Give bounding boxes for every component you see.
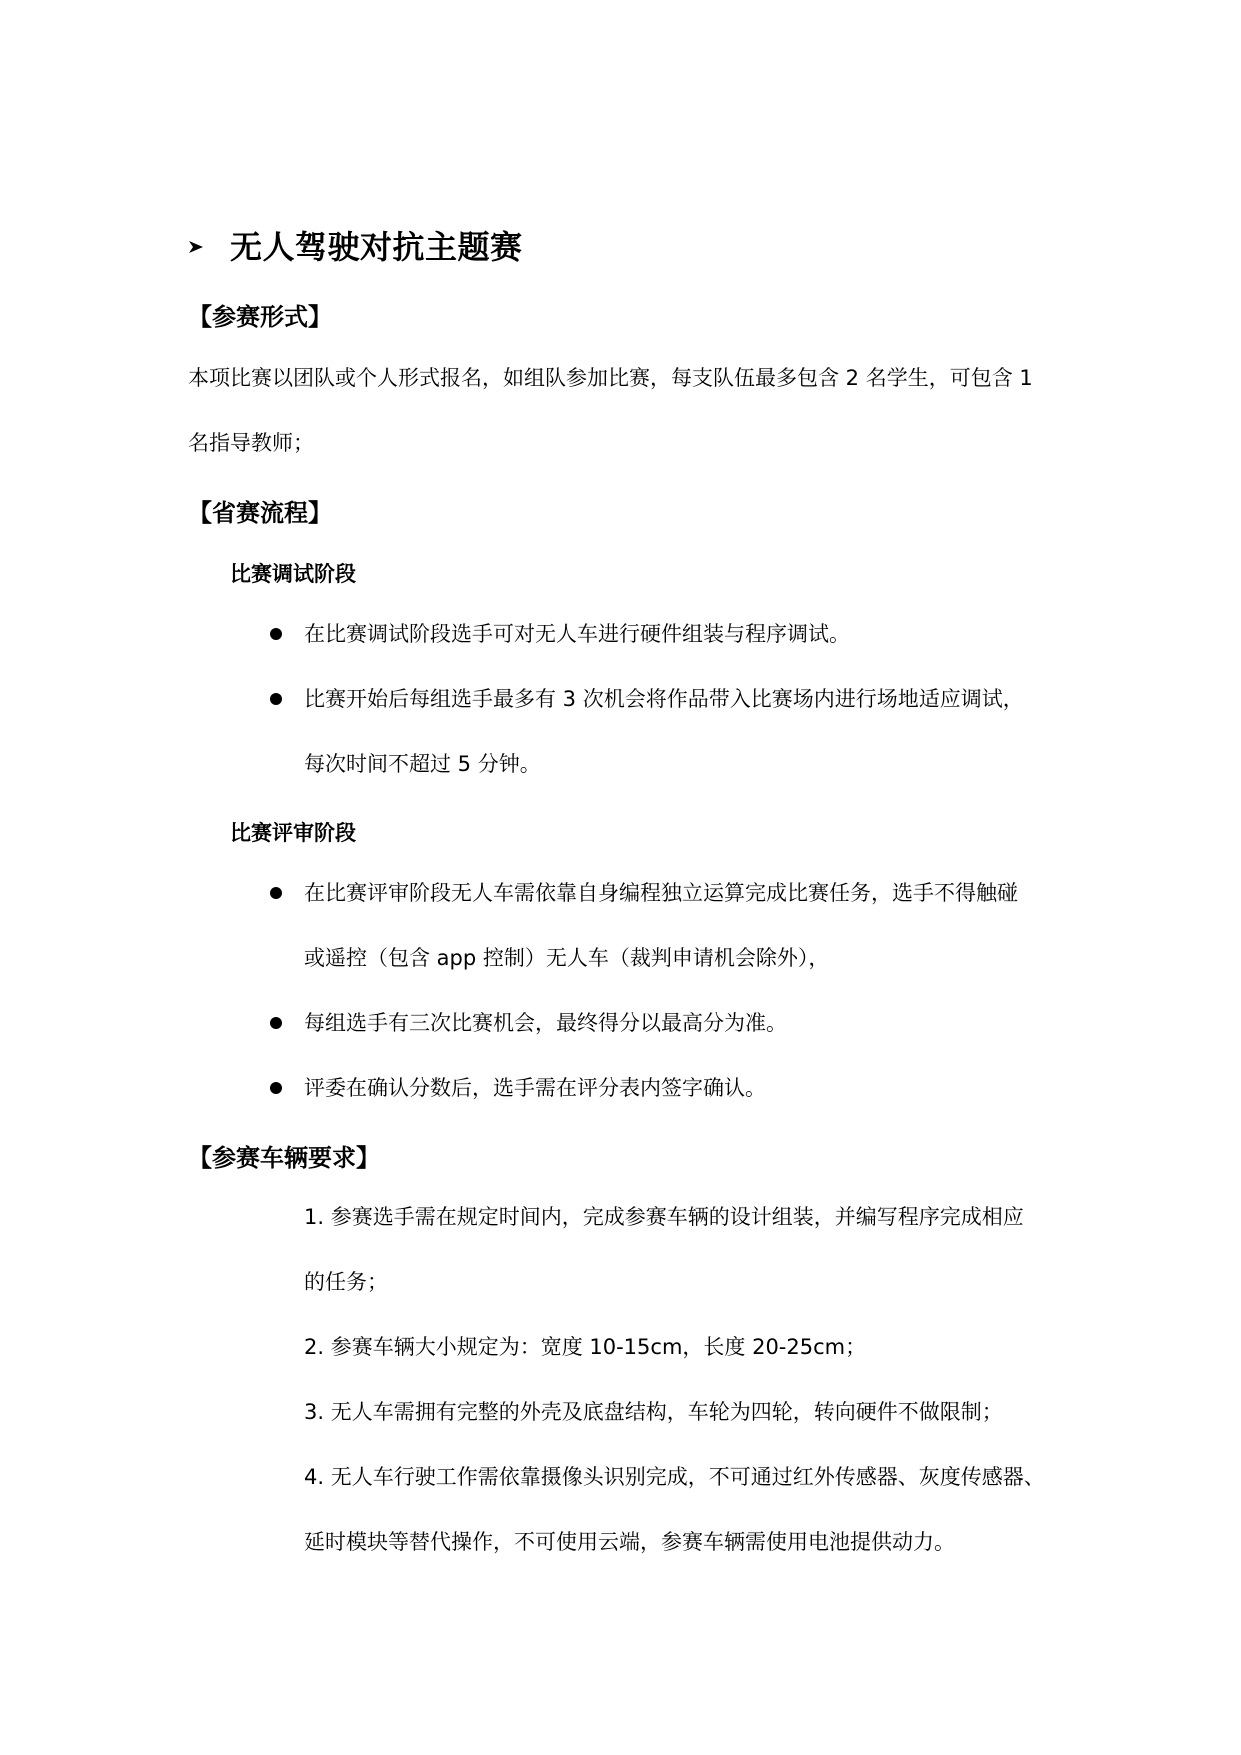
debug-bullet-2-line-2: 每次时间不超过 5 分钟。 — [304, 752, 541, 776]
vehicle-item-4-line-1: 4. 无人车行驶工作需依靠摄像头识别完成，不可通过红外传感器、灰度传感器、 — [304, 1465, 1045, 1489]
section-heading-process: 【省赛流程】 — [188, 499, 332, 527]
debug-bullet-1: 在比赛调试阶段选手可对无人车进行硬件组装与程序调试。 — [304, 622, 850, 646]
review-bullet-1-line-1: 在比赛评审阶段无人车需依靠自身编程独立运算完成比赛任务，选手不得触碰 — [304, 881, 1018, 905]
bullet-dot — [270, 887, 282, 899]
page-title: 无人驾驶对抗主题赛 — [230, 228, 523, 266]
format-text-line-1: 本项比赛以团队或个人形式报名，如组队参加比赛，每支队伍最多包含 2 名学生，可包含 1 — [188, 366, 1033, 390]
format-text-line-2: 名指导教师； — [188, 431, 314, 455]
review-bullet-2: 每组选手有三次比赛机会，最终得分以最高分为准。 — [304, 1011, 787, 1035]
vehicle-item-4-line-2: 延时模块等替代操作，不可使用云端，参赛车辆需使用电池提供动力。 — [304, 1530, 955, 1554]
section-heading-vehicle: 【参赛车辆要求】 — [188, 1144, 380, 1172]
bullet-dot — [270, 693, 282, 705]
vehicle-item-1-line-1: 1. 参赛选手需在规定时间内，完成参赛车辆的设计组装，并编写程序完成相应 — [304, 1205, 1024, 1229]
vehicle-item-3: 3. 无人车需拥有完整的外壳及底盘结构，车轮为四轮，转向硬件不做限制； — [304, 1400, 1003, 1424]
vehicle-item-1-line-2: 的任务； — [304, 1270, 388, 1294]
arrow-bullet-icon — [188, 239, 204, 253]
review-bullet-1-line-2: 或遥控（包含 app 控制）无人车（裁判申请机会除外）， — [304, 946, 830, 970]
bullet-dot — [270, 628, 282, 640]
review-bullet-3: 评委在确认分数后，选手需在评分表内签字确认。 — [304, 1076, 766, 1100]
bullet-dot — [270, 1082, 282, 1094]
vehicle-item-2: 2. 参赛车辆大小规定为：宽度 10-15cm，长度 20-25cm； — [304, 1335, 867, 1359]
section-heading-format: 【参赛形式】 — [188, 303, 332, 331]
subheading-debug-stage: 比赛调试阶段 — [230, 562, 356, 586]
bullet-dot — [270, 1017, 282, 1029]
subheading-review-stage: 比赛评审阶段 — [230, 821, 356, 845]
title-row — [188, 222, 523, 268]
debug-bullet-2-line-1: 比赛开始后每组选手最多有 3 次机会将作品带入比赛场内进行场地适应调试， — [304, 687, 1024, 711]
